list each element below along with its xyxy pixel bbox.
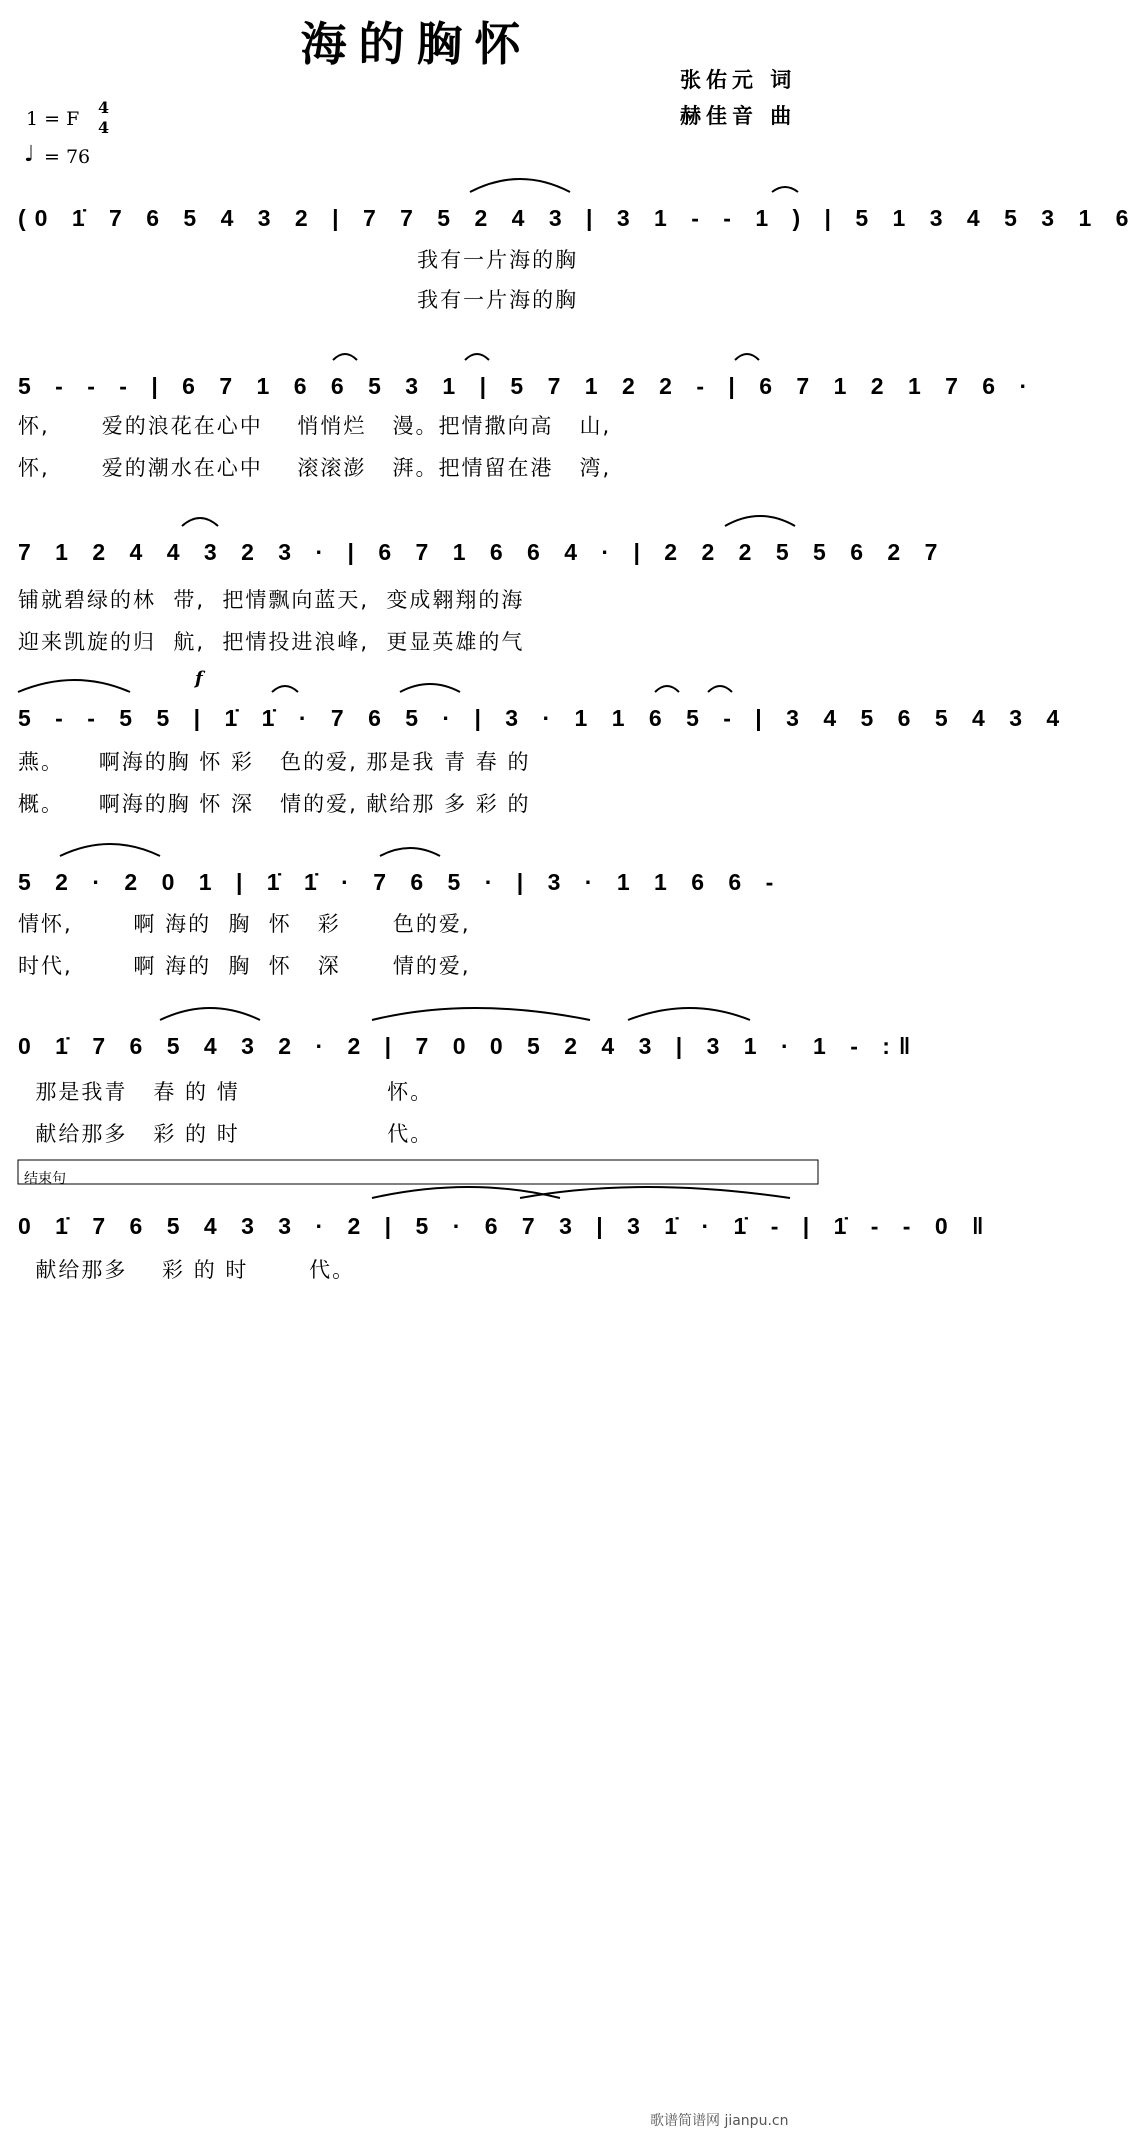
lyrics-row-ending: 献给那多 彩 的 时 代。 bbox=[18, 1258, 356, 1282]
notation-row-3: 7 1 2 4 4 3 2 3 · | 6 7 1 6 6 4 · | 2 2 2 5 5 6 2 7 bbox=[18, 539, 947, 565]
lyricist-credit: 张佑元 词 bbox=[680, 68, 797, 92]
slur bbox=[628, 1008, 750, 1020]
lyrics-row-3-verse-1: 铺就碧绿的林 带, 把情飘向蓝天, 变成翱翔的海 bbox=[18, 588, 525, 612]
notation-row-ending: 0 1̇ 7 6 5 4 3 3 · 2 | 5 · 6 7 3 | 3 1̇ · 1̇ - | 1̇ - - 0 ‖ bbox=[18, 1213, 993, 1239]
notation-row-1: (0 1̇ 7 6 5 4 3 2 | 7 7 5 2 4 3 | 3 1 - - 1 ) | 5 1 3 4 5 3 1 6 bbox=[18, 205, 1137, 231]
lyrics-row-1-verse-2: 我有一片海的胸 bbox=[18, 288, 579, 312]
slur bbox=[272, 686, 298, 692]
slur bbox=[465, 354, 489, 360]
lyrics-row-5-verse-2: 时代, 啊 海的 胸 怀 深 情的爱, bbox=[18, 954, 471, 978]
slur bbox=[182, 518, 218, 526]
lyrics-row-3-verse-2: 迎来凯旋的归 航, 把情投进浪峰, 更显英雄的气 bbox=[18, 630, 525, 654]
slur bbox=[772, 187, 798, 192]
slur bbox=[470, 179, 570, 192]
composer-credit: 赫佳音 曲 bbox=[680, 104, 797, 128]
quarter-note-icon: ♩ bbox=[24, 142, 35, 167]
lyrics-row-2-verse-2: 怀, 爱的潮水在心中 滚滚澎 湃。把情留在港 湾, bbox=[18, 456, 612, 480]
lyrics-row-6-verse-2: 献给那多 彩 的 时 代。 bbox=[18, 1122, 434, 1146]
lyrics-row-4-verse-1: 燕。 啊海的胸 怀 彩 色的爱, 那是我 青 春 的 bbox=[18, 750, 531, 774]
lyrics-row-4-verse-2: 概。 啊海的胸 怀 深 情的爱, 献给那 多 彩 的 bbox=[18, 792, 531, 816]
lyrics-row-1-verse-1: 我有一片海的胸 bbox=[18, 248, 579, 272]
notation-row-2: 5 - - - | 6 7 1 6 6 5 3 1 | 5 7 1 2 2 - | 6 7 1 2 1 7 6 · bbox=[18, 373, 1037, 399]
slur bbox=[160, 1008, 260, 1020]
slur bbox=[60, 844, 160, 856]
tempo-mark: = 76 bbox=[44, 146, 91, 168]
slur bbox=[400, 684, 460, 692]
lyrics-row-6-verse-1: 那是我青 春 的 情 怀。 bbox=[18, 1080, 434, 1104]
key-signature: 1 = F bbox=[26, 108, 80, 130]
dynamic-forte: f bbox=[195, 668, 203, 689]
ending-section-box bbox=[18, 1160, 818, 1184]
slur bbox=[725, 516, 795, 526]
slur bbox=[372, 1008, 590, 1020]
time-signature-bottom: 4 bbox=[98, 118, 110, 137]
slur bbox=[655, 686, 679, 692]
notation-row-6: 0 1̇ 7 6 5 4 3 2 · 2 | 7 0 0 5 2 4 3 | 3 1 · 1 - :‖ bbox=[18, 1033, 920, 1059]
song-title: 海的胸怀 bbox=[300, 17, 533, 71]
notation-row-5: 5 2 · 2 0 1 | 1̇ 1̇ · 7 6 5 · | 3 · 1 1 6 6 - bbox=[18, 869, 783, 895]
slur bbox=[380, 848, 440, 856]
lyrics-row-2-verse-1: 怀, 爱的浪花在心中 悄悄烂 漫。把情撒向高 山, bbox=[18, 414, 612, 438]
slur bbox=[333, 354, 357, 360]
slur bbox=[18, 680, 130, 692]
slur bbox=[708, 686, 732, 692]
slur bbox=[735, 354, 759, 360]
lyrics-row-5-verse-1: 情怀, 啊 海的 胸 怀 彩 色的爱, bbox=[18, 912, 471, 936]
time-signature-top: 4 bbox=[98, 98, 110, 117]
notation-row-4: 5 - - 5 5 | 1̇ 1̇ · 7 6 5 · | 3 · 1 1 6 5 - | 3 4 5 6 5 4 3 4 bbox=[18, 705, 1069, 731]
slur bbox=[520, 1187, 790, 1198]
site-watermark: 歌谱简谱网 jianpu.cn bbox=[650, 2113, 789, 2129]
ending-section-label: 结束句 bbox=[24, 1171, 66, 1187]
